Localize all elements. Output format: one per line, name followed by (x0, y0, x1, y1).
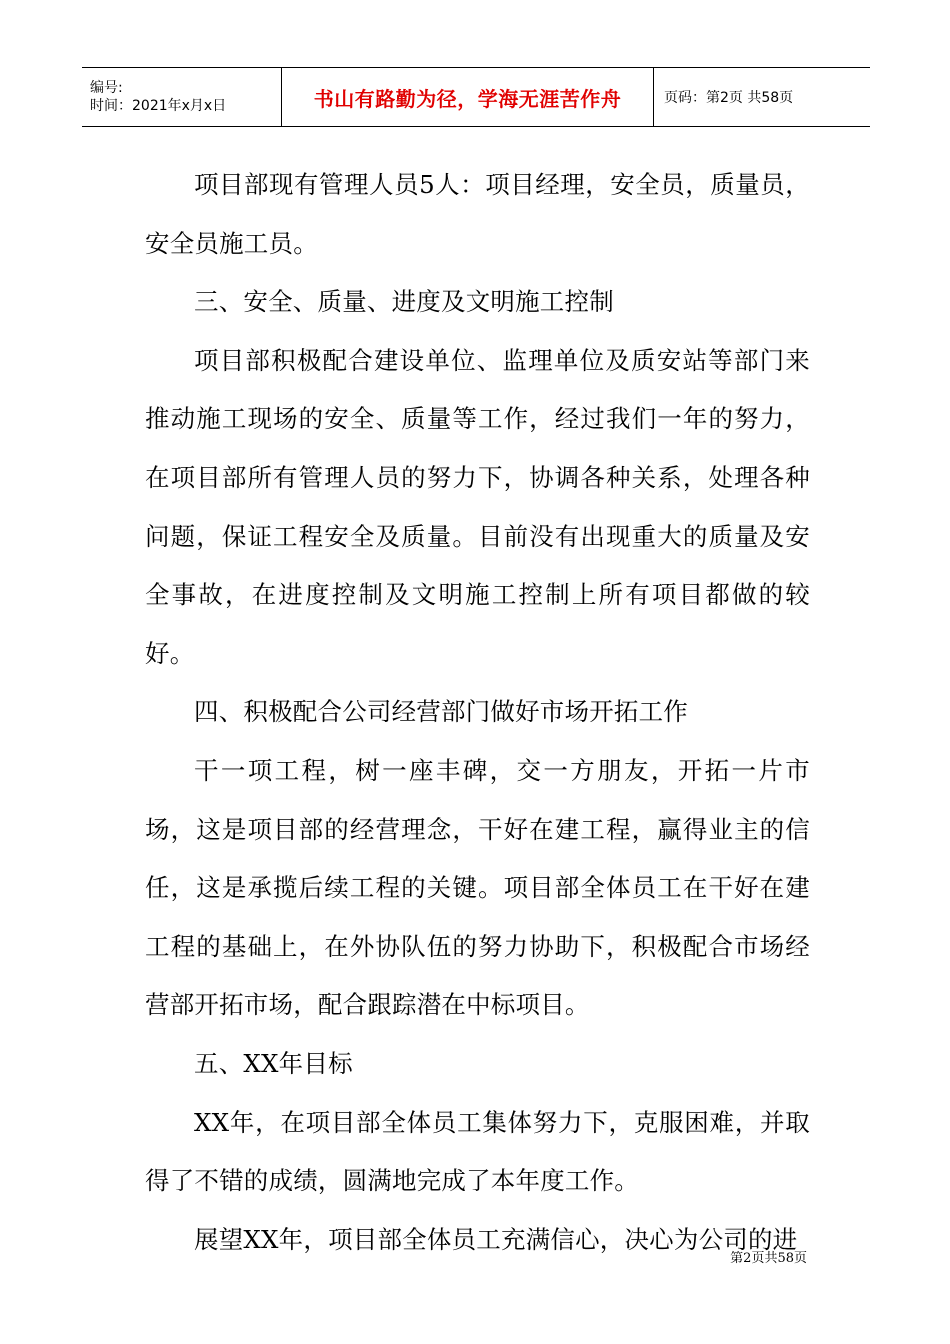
paragraph-achievement: XX年，在项目部全体员工集体努力下，克服困难，并取得了不错的成绩，圆满地完成了本年度工作。 (145, 1107, 810, 1196)
paragraph-safety-quality: 项目部积极配合建设单位、监理单位及质安站等部门来推动施工现场的安全、质量等工作，经过我们一年的努力，在项目部所有管理人员的努力下，协调各种关系，处理各种问题，保证工程安全及质量。目前没有出现重大的质量及安全事故，在进度控制及文明施工控制上所有项目都做的较好。 (145, 345, 810, 668)
footer-page-number: 第2页共58页 (730, 1251, 807, 1266)
document-number-label: 编号: (90, 80, 123, 96)
document-time-label: 时间：2021年x月x日 (90, 98, 227, 114)
section-heading-5: 五、XX年目标 (194, 1048, 353, 1078)
header-meta (82, 68, 282, 126)
page-footer (730, 1247, 807, 1266)
page-header (82, 67, 870, 127)
header-motto: 书山有路勤为径，学海无涯苦作舟 (313, 86, 622, 111)
header-page-number: 页码：第2页 共58页 (664, 90, 794, 106)
paragraph-market: 干一项工程，树一座丰碑，交一方朋友，开拓一片市场，这是项目部的经营理念，干好在建工程，赢得业主的信任，这是承揽后续工程的关键。项目部全体员工在干好在建工程的基础上，在外协队伍的努力协助下，积极配合市场经营部开拓市场，配合跟踪潜在中标项目。 (145, 755, 810, 1020)
section-heading-4: 四、积极配合公司经营部门做好市场开拓工作 (194, 697, 688, 727)
section-heading-3: 三、安全、质量、进度及文明施工控制 (194, 287, 614, 317)
paragraph-staff: 项目部现有管理人员5人：项目经理，安全员，质量员，安全员施工员。 (145, 170, 810, 258)
header-page-cell (654, 68, 870, 126)
paragraph-outlook: 展望XX年，项目部全体员工充满信心，决心为公司的进 (194, 1224, 798, 1254)
document-body (145, 156, 810, 1269)
header-motto-cell (282, 68, 654, 126)
